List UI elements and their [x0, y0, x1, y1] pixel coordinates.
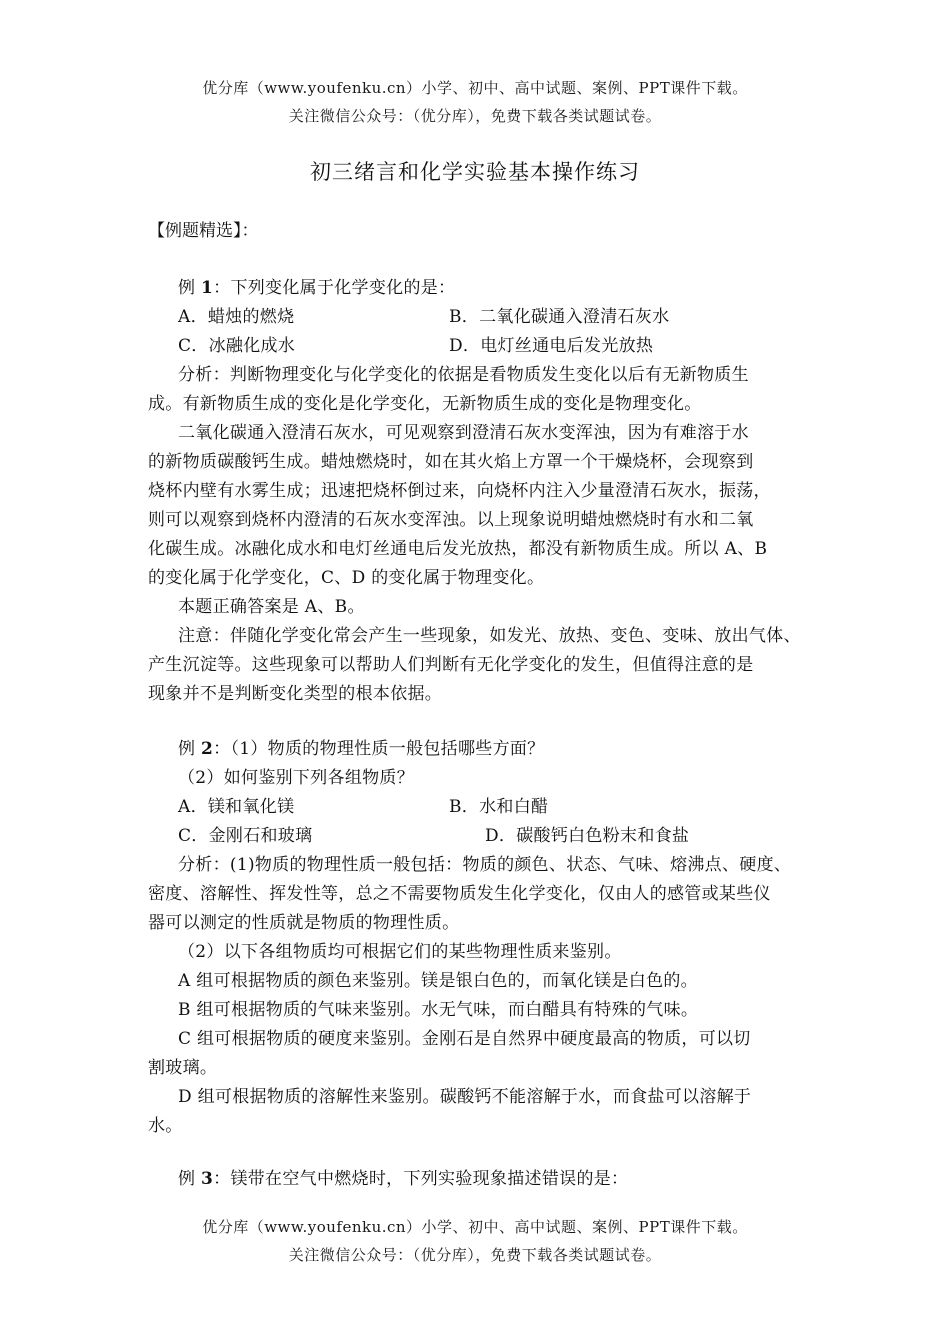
- ex2-option-b: B．水和白醋: [449, 797, 549, 817]
- ex1-analysis-line: 的变化属于化学变化，C、D 的变化属于物理变化。: [148, 568, 545, 588]
- ex3-label: 例 3: [178, 1169, 214, 1189]
- ex2-label: 例 2: [178, 739, 214, 759]
- ex2-question-2: （2）如何鉴别下列各组物质？: [178, 768, 415, 788]
- ex2-analysis-line: D 组可根据物质的溶解性来鉴别。碳酸钙不能溶解于水，而食盐可以溶解于: [178, 1087, 752, 1107]
- ex1-option-d: D．电灯丝通电后发光放热: [449, 336, 654, 356]
- footer-line-1: 优分库（www.youfenku.cn）小学、初中、高中试题、案例、PPT课件下载。: [202, 1218, 748, 1236]
- ex1-analysis-line: 化碳生成。冰融化成水和电灯丝通电后发光放热，都没有新物质生成。所以 A、B: [148, 539, 768, 559]
- ex2-analysis-line: 水。: [148, 1116, 183, 1136]
- ex1-note-line: 注意：伴随化学变化常会产生一些现象，如发光、放热、变色、变味、放出气体、: [178, 626, 801, 646]
- ex2-option-a: A．镁和氧化镁: [178, 797, 295, 817]
- ex2-analysis-line: A 组可根据物质的颜色来鉴别。镁是银白色的，而氧化镁是白色的。: [178, 971, 698, 991]
- ex1-question-text: ：下列变化属于化学变化的是：: [213, 278, 456, 298]
- ex3-question-text: ：镁带在空气中燃烧时，下列实验现象描述错误的是：: [213, 1169, 629, 1189]
- footer-line-2: 关注微信公众号：（优分库），免费下载各类试题试卷。: [288, 1246, 662, 1264]
- ex2-analysis-line: B 组可根据物质的气味来鉴别。水无气味，而白醋具有特殊的气味。: [178, 1000, 699, 1020]
- example-number: 2: [201, 739, 214, 759]
- ex1-analysis-line: 二氧化碳通入澄清石灰水，可见观察到澄清石灰水变浑浊，因为有难溶于水: [178, 423, 749, 443]
- ex2-analysis-line: C 组可根据物质的硬度来鉴别。金刚石是自然界中硬度最高的物质，可以切: [178, 1029, 751, 1049]
- header-line-2: 关注微信公众号：（优分库），免费下载各类试题试卷。: [288, 107, 662, 125]
- ex1-label: 例 1: [178, 278, 214, 298]
- page-title: 初三绪言和化学实验基本操作练习: [310, 160, 640, 184]
- ex1-option-a: A．蜡烛的燃烧: [178, 307, 295, 327]
- ex1-question: [178, 276, 818, 300]
- ex2-analysis-line: 分析：(1)物质的物理性质一般包括：物质的颜色、状态、气味、熔沸点、硬度、: [178, 855, 792, 875]
- ex1-answer: 本题正确答案是 A、B。: [178, 597, 365, 617]
- ex1-option-b: B．二氧化碳通入澄清石灰水: [449, 307, 670, 327]
- ex2-analysis-line: （2）以下各组物质均可根据它们的某些物理性质来鉴别。: [178, 942, 622, 962]
- ex2-analysis-line: 密度、溶解性、挥发性等，总之不需要物质发生化学变化，仅由人的感管或某些仪: [148, 884, 771, 904]
- ex2-analysis-line: 割玻璃。: [148, 1058, 218, 1078]
- header-line-1: 优分库（www.youfenku.cn）小学、初中、高中试题、案例、PPT课件下载。: [202, 79, 748, 97]
- ex2-option-c: C．金刚石和玻璃: [178, 826, 313, 846]
- ex1-analysis-line: 烧杯内壁有水雾生成；迅速把烧杯倒过来，向烧杯内注入少量澄清石灰水，振荡，: [148, 481, 771, 501]
- ex1-analysis-line: 成。有新物质生成的变化是化学变化，无新物质生成的变化是物理变化。: [148, 394, 702, 414]
- example-number: 3: [201, 1169, 214, 1189]
- ex1-analysis-line: 则可以观察到烧杯内澄清的石灰水变浑浊。以上现象说明蜡烛燃烧时有水和二氧: [148, 510, 754, 530]
- example-number: 1: [201, 278, 214, 298]
- ex1-note-line: 现象并不是判断变化类型的根本依据。: [148, 684, 443, 704]
- ex1-analysis-line: 分析：判断物理变化与化学变化的依据是看物质发生变化以后有无新物质生: [178, 365, 749, 385]
- ex2-option-d: D．碳酸钙白色粉末和食盐: [485, 826, 690, 846]
- ex1-analysis-line: 的新物质碳酸钙生成。蜡烛燃烧时，如在其火焰上方罩一个干燥烧杯，会现察到: [148, 452, 754, 472]
- ex3-question: [178, 1167, 818, 1191]
- ex2-question-1-text: ：（1）物质的物理性质一般包括哪些方面？: [213, 739, 545, 759]
- ex1-note-line: 产生沉淀等。这些现象可以帮助人们判断有无化学变化的发生，但值得注意的是: [148, 655, 754, 675]
- ex1-option-c: C．冰融化成水: [178, 336, 296, 356]
- section-label: 【例题精选】：: [148, 221, 259, 241]
- ex2-analysis-line: 器可以测定的性质就是物质的物理性质。: [148, 913, 460, 933]
- ex2-question-1: [178, 737, 818, 761]
